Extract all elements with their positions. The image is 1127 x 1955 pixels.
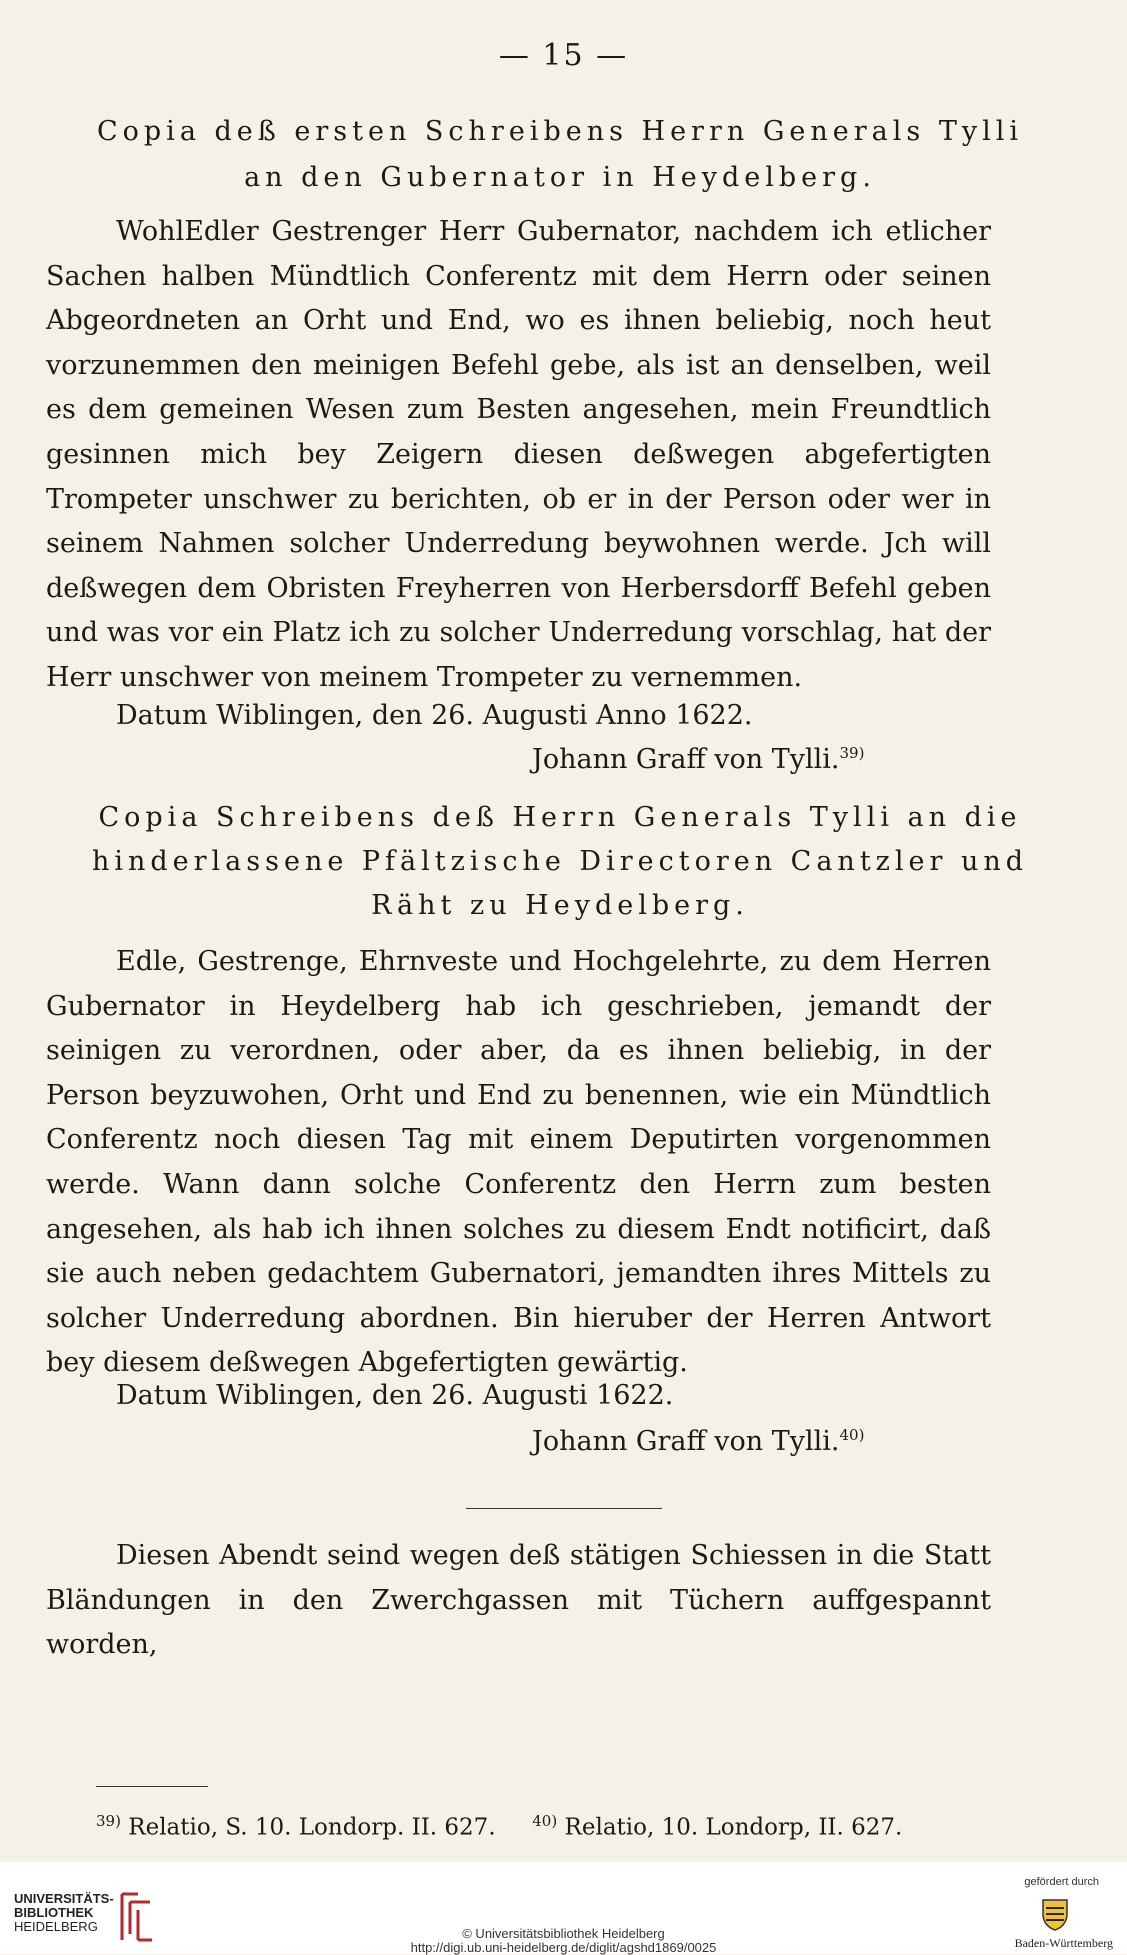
funded-by-label: gefördert durch — [1024, 1876, 1099, 1888]
letter2-footnote-mark: 40) — [839, 1426, 865, 1444]
letter1-heading-line1: Copia deß ersten Schreibens Herrn Generals Tylli — [96, 116, 1024, 147]
footnote-40-mark: 40) — [532, 1812, 558, 1830]
footnote-divider — [96, 1786, 208, 1787]
letter1-dateline: Datum Wiblingen, den 26. Augusti Anno 1622. — [116, 700, 753, 731]
letter1-signature — [532, 744, 864, 775]
footnote-39-text: Relatio, S. 10. Londorp. II. 627. — [128, 1814, 496, 1841]
narrative-paragraph: Diesen Abendt seind wegen deß stätigen Schiessen in die Statt Bländungen in den Zwerchgassen mit Tüchern auffgespannt worden, — [46, 1540, 991, 1661]
letter1-footnote-mark: 39) — [839, 744, 865, 762]
page-number: — 15 — — [498, 38, 629, 73]
letter1-body — [46, 210, 991, 701]
letter2-signature-text: Johann Graff von Tylli. — [532, 1426, 840, 1457]
footnote-40-text: Relatio, 10. Londorp, II. 627. — [564, 1814, 903, 1841]
letter1-heading-line2: an den Gubernator in Heydelberg. — [244, 162, 876, 193]
copyright-notice: © Universitätsbibliothek Heidelberg — [462, 1926, 665, 1941]
digitization-footer — [0, 1862, 1127, 1954]
letter2-heading-line3: Räht zu Heydelberg. — [371, 890, 749, 921]
letter2-paragraph: Edle, Gestrenge, Ehrnveste und Hochgelehrte, zu dem Herren Gubernator in Heydelberg hab ich geschrieben, jemandt der seinigen zu verordnen, oder aber, da es ihnen beliebig, in der Person beyzuwohen, Orht und End zu benennen, wie ein Mündtlich Conferentz noch diesen Tag mit einem Deputirten vorgenommen werde. Wann dann solche Conferentz den Herrn zum besten angesehen, als hab ich ihnen solches zu diesem Endt notificirt, daß sie auch neben gedachtem Gubernatori, jemandten ihres Mittels zu solcher Underredung abordnen. Bin hieruber der Herren Antwort bey diesem deßwegen Abgefertigten gewärtig. — [46, 946, 991, 1379]
library-name-line3: HEIDELBERG — [14, 1919, 98, 1934]
permalink-url[interactable]: http://digi.ub.uni-heidelberg.de/diglit/agshd1869/0025 — [410, 1940, 717, 1955]
letter1-signature-text: Johann Graff von Tylli. — [532, 744, 840, 775]
funder-name: Baden-Württemberg — [1014, 1936, 1113, 1950]
library-name-line2: BIBLIOTHEK — [14, 1905, 94, 1920]
letter1-paragraph: WohlEdler Gestrenger Herr Gubernator, nachdem ich etlicher Sachen halben Mündtlich Conferentz mit dem Herrn oder seinen Abgeordneten an Orht und End, wo es ihnen beliebig, noch heut vorzunemmen den meinigen Befehl gebe, als ist an denselben, weil es dem gemeinen Wesen zum Besten angesehen, mein Freundtlich gesinnen mich bey Zeigern diesen deßwegen abgefertigten Trompeter unschwer zu berichten, ob er in der Person oder wer in seinem Nahmen solcher Underredung beywohnen werde. Jch will deßwegen dem Obristen Freyherren von Herbersdorff Befehl geben und was vor ein Platz ich zu solcher Underredung vorschlag, hat der Herr unschwer von meinem Trompeter zu vernemmen. — [46, 216, 991, 693]
letter2-dateline: Datum Wiblingen, den 26. Augusti 1622. — [116, 1380, 674, 1411]
section-divider — [466, 1508, 662, 1509]
letter2-signature — [532, 1426, 864, 1457]
narrative-body — [46, 1534, 991, 1668]
letter2-body — [46, 940, 991, 1386]
state-crest-icon — [1037, 1896, 1073, 1932]
footnote-39-mark: 39) — [96, 1812, 121, 1830]
letter2-heading-line1: Copia Schreibens deß Herrn Generals Tylli an die — [98, 802, 1022, 833]
library-name-line1: UNIVERSITÄTS- — [14, 1891, 114, 1906]
letter2-heading-line2: hinderlassene Pfältzische Directoren Cantzler und — [91, 846, 1029, 877]
footnotes — [96, 1812, 902, 1841]
